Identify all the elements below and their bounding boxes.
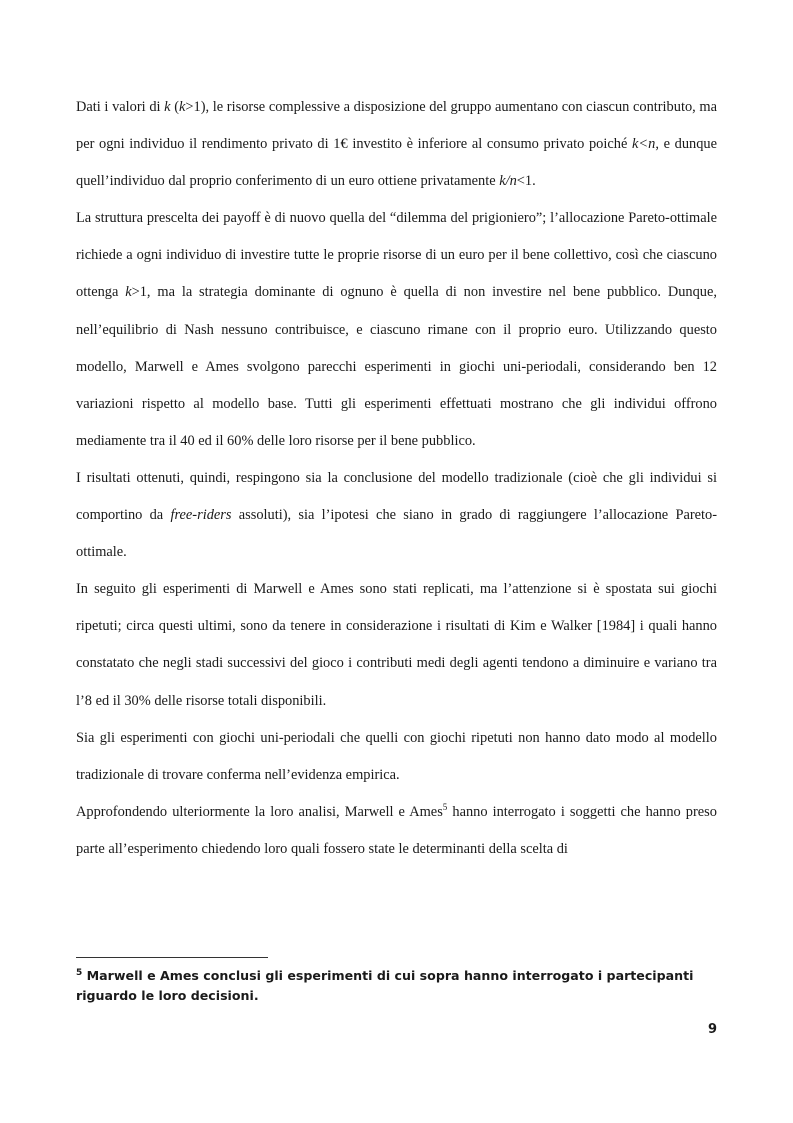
paragraph-1-text: Dati i valori di — [76, 99, 165, 115]
italic-var-k: k — [179, 99, 186, 115]
paragraph-6-text: hanno interrogato i soggetti che hanno preso parte all’esperimento chiedendo loro quali fossero state le determinanti della scelta di — [76, 803, 717, 857]
italic-term-free-riders: free-riders — [170, 507, 232, 524]
paragraph-3-text: assoluti), sia l’ipotesi che siano in grado di raggiungere l’allocazione Pareto-ottimale. — [76, 507, 718, 561]
paragraph-6-text: Approfondendo ulteriormente la loro analisi, Marwell e Ames — [76, 803, 443, 820]
paragraph-5-text: Sia gli esperimenti con giochi uni-periodali che quelli con giochi ripetuti non hanno dato modo al modello tradizionale di trovare conferma nell’evidenza empirica. — [76, 729, 717, 783]
footnote — [76, 966, 717, 1006]
paragraph-2-text: La struttura prescelta dei payoff è di nuovo quella del “dilemma del prigioniero”; l’allocazione Pareto-ottimale richiede a ogni individuo di investire tutte le proprie risorse di un euro per il bene collettivo, così che ciascuno ottenga — [76, 210, 717, 301]
italic-var-k: k — [164, 99, 171, 115]
footnote-text: Marwell e Ames conclusi gli esperimenti di cui sopra hanno interrogato i partecipanti riguardo le loro decisioni. — [76, 968, 694, 1003]
footnote-marker: 5 — [76, 968, 83, 978]
page-number: 9 — [707, 1022, 717, 1037]
paragraph-1 — [76, 89, 717, 200]
footnote-reference[interactable]: 5 — [442, 801, 448, 812]
italic-expr-k-lt-n: k<n — [632, 136, 656, 153]
paragraph-1-text: <1. — [516, 173, 536, 190]
paragraph-3-text: I risultati ottenuti, quindi, respingono sia la conclusione del modello tradizionale (cioè che gli individui si comportino da — [76, 469, 717, 524]
footnote-separator — [76, 957, 268, 958]
italic-expr-k-over-n: k/n — [499, 173, 517, 190]
paragraph-4-text: In seguito gli esperimenti di Marwell e Ames sono stati replicati, ma l’attenzione si è spostata sui giochi ripetuti; circa questi ultimi, sono da tenere in considerazione i risultati di Kim e Walker [1984] i quali hanno constatato che negli stadi successivi del gioco i contributi medi degli agenti tendono a diminuire e variano tra l’8 ed il 30% delle risorse totali disponibili. — [76, 581, 717, 709]
paragraph-5 — [76, 720, 717, 794]
paragraph-1-text: ( — [170, 99, 180, 115]
paragraph-6 — [76, 794, 717, 868]
italic-var-k: k — [125, 284, 132, 301]
paragraph-1-text: , e dunque quell’individuo dal proprio conferimento di un euro ottiene privatamente — [76, 136, 717, 190]
paragraph-3 — [76, 460, 717, 571]
paragraph-2-text: >1, ma la strategia dominante di ognuno è quella di non investire nel bene pubblico. Dunque, nell’equilibrio di Nash nessuno contribuisce, e ciascuno rimane con il proprio euro. Utilizzando questo modello, Marwell e Ames svolgono parecchi esperimenti in giochi uni-periodali, considerando ben 12 variazioni rispetto al modello base. Tutti gli esperimenti effettuati mostrano che gli individui offrono mediamente tra il 40 ed il 60% delle loro risorse per il bene pubblico. — [76, 284, 717, 449]
paragraph-2 — [76, 200, 717, 460]
paragraph-4 — [76, 571, 717, 719]
paragraph-1-text: >1), le risorse complessive a disposizione del gruppo aumentano con ciascun contributo, ma per ogni individuo il rendimento privato di 1€ investito è inferiore al consumo privato poiché — [76, 99, 717, 153]
body-text — [76, 89, 717, 868]
